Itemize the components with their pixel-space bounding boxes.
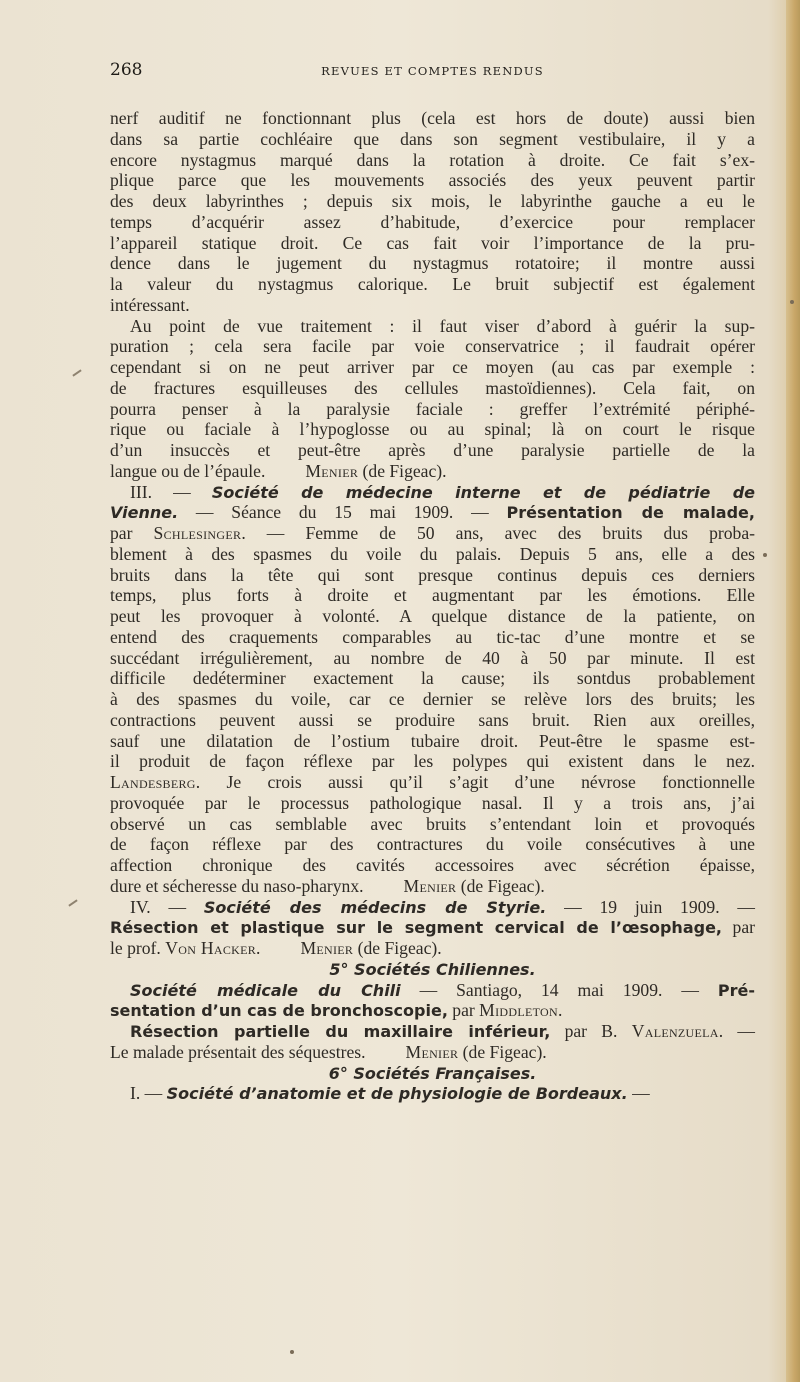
- text-line: [110, 316, 755, 337]
- margin-pencil-mark: [68, 899, 77, 906]
- text-run: — 19 juin 1909. —: [546, 896, 755, 917]
- text-line: [110, 710, 755, 731]
- text-run: — Séance du 15 mai 1909. —: [178, 502, 507, 523]
- text-run: contractions peuvent aussi se produire sans bruit. Rien aux oreilles,: [110, 709, 755, 730]
- text-run: — Santiago, 14 mai 1909. —: [400, 979, 718, 1000]
- text-line: [110, 1083, 755, 1104]
- margin-speck: [763, 553, 767, 557]
- text-run: affection chronique des cavités accessoires avec sécrétion épaisse,: [110, 855, 755, 875]
- text-line: [110, 689, 755, 710]
- text-run: la valeur du nystagmus calorique. Le bruit subjectif est également: [110, 274, 755, 294]
- page-number: 268: [110, 60, 143, 80]
- text-run: Le malade présentait des séquestres.: [110, 1041, 366, 1062]
- society-name: Société d’anatomie et de physiologie de Bordeaux.: [166, 1084, 628, 1104]
- text-run: intéressant.: [110, 294, 190, 315]
- text-line: [110, 419, 755, 440]
- text-run: rique ou faciale à l’hypoglosse ou au spinal; là on court le risque: [110, 419, 755, 440]
- text-line: [110, 627, 755, 648]
- page-header: [110, 60, 755, 88]
- presentation-title: Résection partielle du maxillaire inférieur,: [130, 1022, 551, 1041]
- text-run: cependant si on ne peut arriver par ce moyen (au cas par exemple :: [110, 357, 755, 377]
- text-run: . — Femme de 50 ans, avec des bruits dus proba-: [241, 523, 755, 543]
- text-run: langue ou de l’épaule.: [110, 460, 266, 481]
- text-run: provoquée par le processus pathologique nasal. Il y a trois ans, j’ai: [110, 792, 755, 813]
- margin-speck: [790, 300, 794, 304]
- text-line: [110, 959, 755, 980]
- text-run: de fractures esquilleuses des cellules mastoïdiennes). Cela fait, on: [110, 377, 755, 398]
- text-line: [110, 482, 755, 503]
- text-line: [110, 274, 755, 295]
- text-line: [110, 336, 755, 357]
- text-run: blement à des spasmes du voile du palais. Depuis 5 ans, elle a des: [110, 543, 755, 564]
- text-line: [110, 1042, 755, 1063]
- text-run: temps d’acquérir assez d’habitude, d’exercice pour remplacer: [110, 211, 755, 232]
- text-run: IV. —: [130, 896, 204, 917]
- society-name: 6° Sociétés Françaises.: [328, 1063, 537, 1083]
- text-line: [110, 938, 755, 959]
- society-name: Société de médecine interne et de pédiatrie de: [211, 482, 755, 502]
- text-run: par: [722, 917, 755, 938]
- author-name: Middleton: [479, 1000, 558, 1021]
- text-line: [110, 253, 755, 274]
- text-run: d’un insuccès et peut-être après d’une paralysie partielle de la: [110, 440, 755, 460]
- author-name: Valenzuela: [631, 1021, 719, 1041]
- text-line: [110, 855, 755, 876]
- text-run: par: [447, 1000, 480, 1021]
- text-run: par B.: [550, 1021, 632, 1041]
- running-title: REVUES ET COMPTES RENDUS: [321, 64, 544, 78]
- text-run: sauf une dilatation de l’ostium tubaire droit. Peut-être le spasme est-: [110, 730, 755, 751]
- margin-pencil-mark: [72, 369, 81, 376]
- text-run: (de Figeac).: [458, 1041, 547, 1062]
- text-run: (de Figeac).: [353, 938, 442, 958]
- text-run: nerf auditif ne fonctionnant plus (cela est hors de doute) aussi bien: [110, 108, 755, 128]
- author-name: Menier: [305, 460, 359, 481]
- author-name: Landesberg: [110, 772, 196, 792]
- text-run: puration ; cela sera facile par voie conservatrice ; il faudrait opérer: [110, 336, 755, 357]
- text-line: [110, 378, 755, 399]
- text-line: [110, 170, 755, 191]
- text-line: [110, 980, 755, 1001]
- text-line: [110, 502, 755, 523]
- text-run: il produit de façon réflexe par les polypes qui existent dans le nez.: [110, 751, 755, 772]
- text-run: pourra penser à la paralysie faciale : greffer l’extrémité périphé-: [110, 398, 755, 419]
- text-line: [110, 814, 755, 835]
- society-name: Société médicale du Chili: [130, 980, 401, 1000]
- text-run: difficile dedéterminer exactement la cause; ils sontdus probablement: [110, 668, 755, 689]
- text-line: [110, 440, 755, 461]
- presentation-title: Pré-: [717, 980, 755, 1000]
- text-line: [110, 876, 755, 897]
- text-line: [110, 751, 755, 772]
- text-line: [110, 191, 755, 212]
- text-line: [110, 1063, 755, 1084]
- text-line: [110, 793, 755, 814]
- text-run: dence dans le jugement du nystagmus rotatoire; il montre aussi: [110, 253, 755, 274]
- society-name: 5° Sociétés Chiliennes.: [329, 959, 536, 979]
- text-line: [110, 585, 755, 606]
- text-run: .: [256, 938, 261, 958]
- text-line: [110, 731, 755, 752]
- text-run: à des spasmes du voile, car ce dernier se relève lors des bruits; les: [110, 689, 755, 709]
- text-line: [110, 108, 755, 129]
- text-run: dure et sécheresse du naso-pharynx.: [110, 875, 364, 896]
- text-run: temps, plus forts à droite et augmentant par les émotions. Elle: [110, 585, 755, 606]
- page-edge-shadow: [786, 0, 800, 1382]
- author-name: Menier: [403, 875, 457, 896]
- text-run: de façon réflexe par des contractures du voile consécutives à une: [110, 834, 755, 855]
- text-line: [110, 129, 755, 150]
- text-line: [110, 357, 755, 378]
- text-run: entend des craquements comparables au tic-tac d’une montre et se: [110, 626, 755, 647]
- presentation-title: sentation d’un cas de bronchoscopie,: [110, 1001, 448, 1021]
- text-line: [110, 834, 755, 855]
- text-line: [110, 897, 755, 918]
- article-body: [110, 108, 755, 1104]
- text-run: (de Figeac).: [358, 460, 447, 481]
- text-run: (de Figeac).: [456, 875, 545, 896]
- society-name: Société des médecins de Styrie.: [203, 897, 547, 917]
- author-name: Menier: [300, 938, 354, 958]
- text-line: [110, 648, 755, 669]
- society-name: Vienne.: [110, 503, 179, 523]
- presentation-title: Résection et plastique sur le segment cervical de l’œsophage,: [110, 918, 723, 938]
- margin-speck: [290, 1350, 294, 1354]
- author-name: Menier: [405, 1041, 459, 1062]
- presentation-title: Présentation de malade,: [506, 503, 755, 523]
- text-line: [110, 565, 755, 586]
- text-run: —: [627, 1083, 650, 1104]
- text-line: [110, 544, 755, 565]
- text-run: . —: [718, 1021, 756, 1041]
- text-line: [110, 461, 755, 482]
- text-run: par: [110, 523, 154, 543]
- text-run: le prof.: [110, 938, 166, 958]
- text-line: [110, 523, 755, 544]
- text-run: observé un cas semblable avec bruits s’entendant loin et provoqués: [110, 813, 755, 834]
- text-run: III. —: [130, 481, 212, 502]
- text-line: [110, 606, 755, 627]
- text-line: [110, 295, 755, 316]
- author-name: Von Hacker: [165, 938, 257, 958]
- text-line: [110, 212, 755, 233]
- text-line: [110, 1021, 755, 1042]
- text-line: [110, 150, 755, 171]
- author-name: Schlesinger: [153, 523, 242, 543]
- text-run: encore nystagmus marqué dans la rotation à droite. Ce fait s’ex-: [110, 149, 755, 170]
- text-line: [110, 399, 755, 420]
- text-run: I. —: [130, 1083, 167, 1104]
- text-line: [110, 917, 755, 938]
- text-run: succédant irrégulièrement, au nombre de 40 à 50 par minute. Il est: [110, 647, 755, 668]
- text-run: plique parce que les mouvements associés des yeux peuvent partir: [110, 170, 755, 191]
- text-run: dans sa partie cochléaire que dans son segment vestibulaire, il y a: [110, 128, 755, 149]
- text-run: bruits dans la tête qui sont presque continus depuis ces derniers: [110, 564, 755, 585]
- text-run: .: [557, 1000, 563, 1021]
- text-run: des deux labyrinthes ; depuis six mois, le labyrinthe gauche a eu le: [110, 191, 755, 211]
- text-line: [110, 668, 755, 689]
- text-run: l’appareil statique droit. Ce cas fait voir l’importance de la pru-: [110, 232, 755, 253]
- text-run: peut les provoquer à volonté. A quelque distance de la patiente, on: [110, 606, 755, 626]
- text-run: Au point de vue traitement : il faut viser d’abord à guérir la sup-: [130, 315, 755, 336]
- text-run: . Je crois aussi qu’il s’agit d’une névrose fonctionnelle: [195, 772, 755, 792]
- text-line: [110, 1000, 755, 1021]
- text-line: [110, 233, 755, 254]
- text-line: [110, 772, 755, 793]
